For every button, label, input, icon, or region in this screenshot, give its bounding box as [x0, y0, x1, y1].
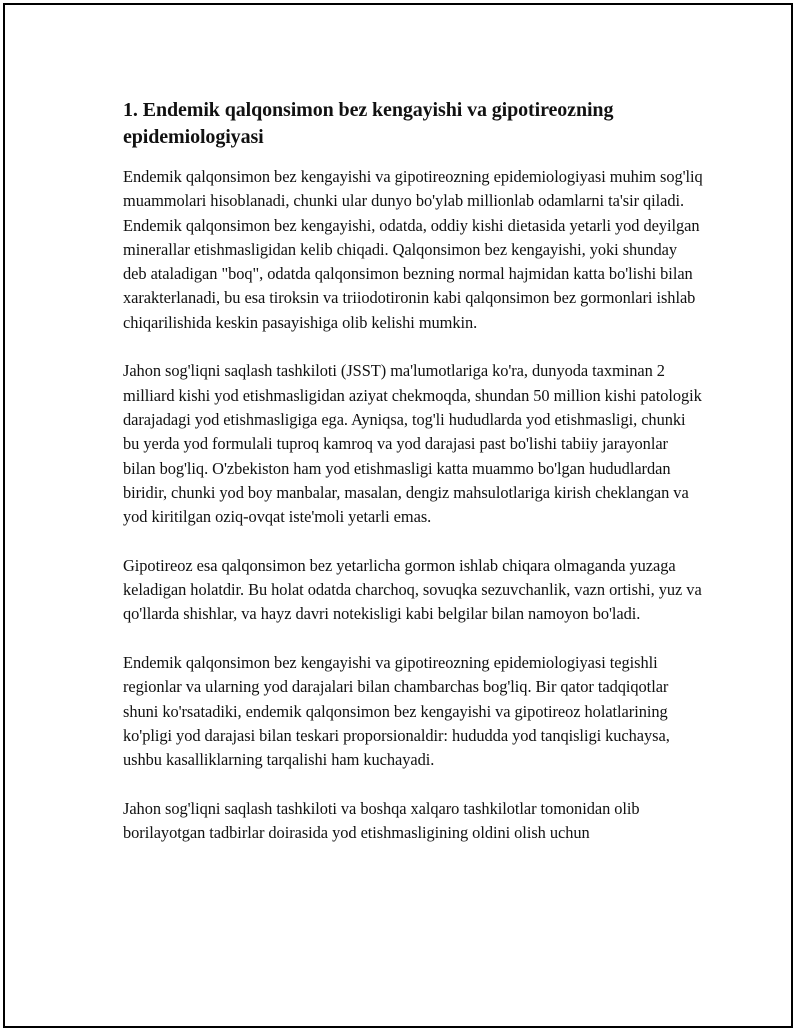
- paragraph: Endemik qalqonsimon bez kengayishi va gipotireozning epidemiologiyasi tegishli regionlar va ularning yod darajalari bilan chambarchas bog'liq. Bir qator tadqiqotlar shuni ko'rsatadiki, endemik qalqonsimon bez kengayishi va gipotireoz holatlarining ko'pligi yod darajasi bilan teskari proporsionaldir: hududda yod tanqisligi kuchaysa, ushbu kasalliklarning tarqalishi ham kuchayadi.: [123, 652, 670, 770]
- paragraph: Jahon sog'liqni saqlash tashkiloti va boshqa xalqaro tashkilotlar tomonidan olib borilayotgan tadbirlar doirasida yod etishmasligining oldini olish uchun: [123, 798, 640, 843]
- page-frame: [3, 3, 793, 1028]
- paragraph: Gipotireoz esa qalqonsimon bez yetarlicha gormon ishlab chiqara olmaganda yuzaga keladigan holatdir. Bu holat odatda charchoq, sovuqka sezuvchanlik, vazn ortishi, yuz va qo'llarda shishlar, va hayz davri notekisligi kabi belgilar bilan namoyon bo'ladi.: [123, 555, 702, 624]
- document-body: [123, 97, 703, 845]
- paragraph: Jahon sog'liqni saqlash tashkiloti (JSST) ma'lumotlariga ko'ra, dunyoda taxminan 2 milliard kishi yod etishmasligidan aziyat chekmoqda, shundan 50 million kishi patologik darajadagi yod etishmasligiga ega. Ayniqsa, tog'li hududlarda yod etishmasligi, chunki bu yerda yod formulali tuproq kamroq va yod darajasi past bo'lishi tabiiy jarayonlar bilan bog'liq. O'zbekiston ham yod etishmasligi katta muammo bo'lgan hududlardan biridir, chunki yod boy manbalar, masalan, dengiz mahsulotlariga kirish cheklangan va yod kiritilgan oziq-ovqat iste'moli yetarli emas.: [123, 361, 702, 527]
- section-heading: 1. Endemik qalqonsimon bez kengayishi va gipotireozning epidemiologiyasi: [123, 99, 614, 148]
- paragraph: Endemik qalqonsimon bez kengayishi va gipotireozning epidemiologiyasi muhim sog'liq muammolari hisoblanadi, chunki ular dunyo bo'ylab millionlab odamlarni ta'sir qiladi. Endemik qalqonsimon bez kengayishi, odatda, oddiy kishi dietasida yetarli yod deyilgan minerallar etishmasligidan kelib chiqadi. Qalqonsimon bez kengayishi, yoki shunday deb ataladigan "boq", odatda qalqonsimon bezning normal hajmidan katta bo'lishi bilan xarakterlanadi, bu esa tiroksin va triiodotironin kabi qalqonsimon bez gormonlari ishlab chiqarilishida keskin pasayishiga olib kelishi mumkin.: [123, 167, 703, 332]
